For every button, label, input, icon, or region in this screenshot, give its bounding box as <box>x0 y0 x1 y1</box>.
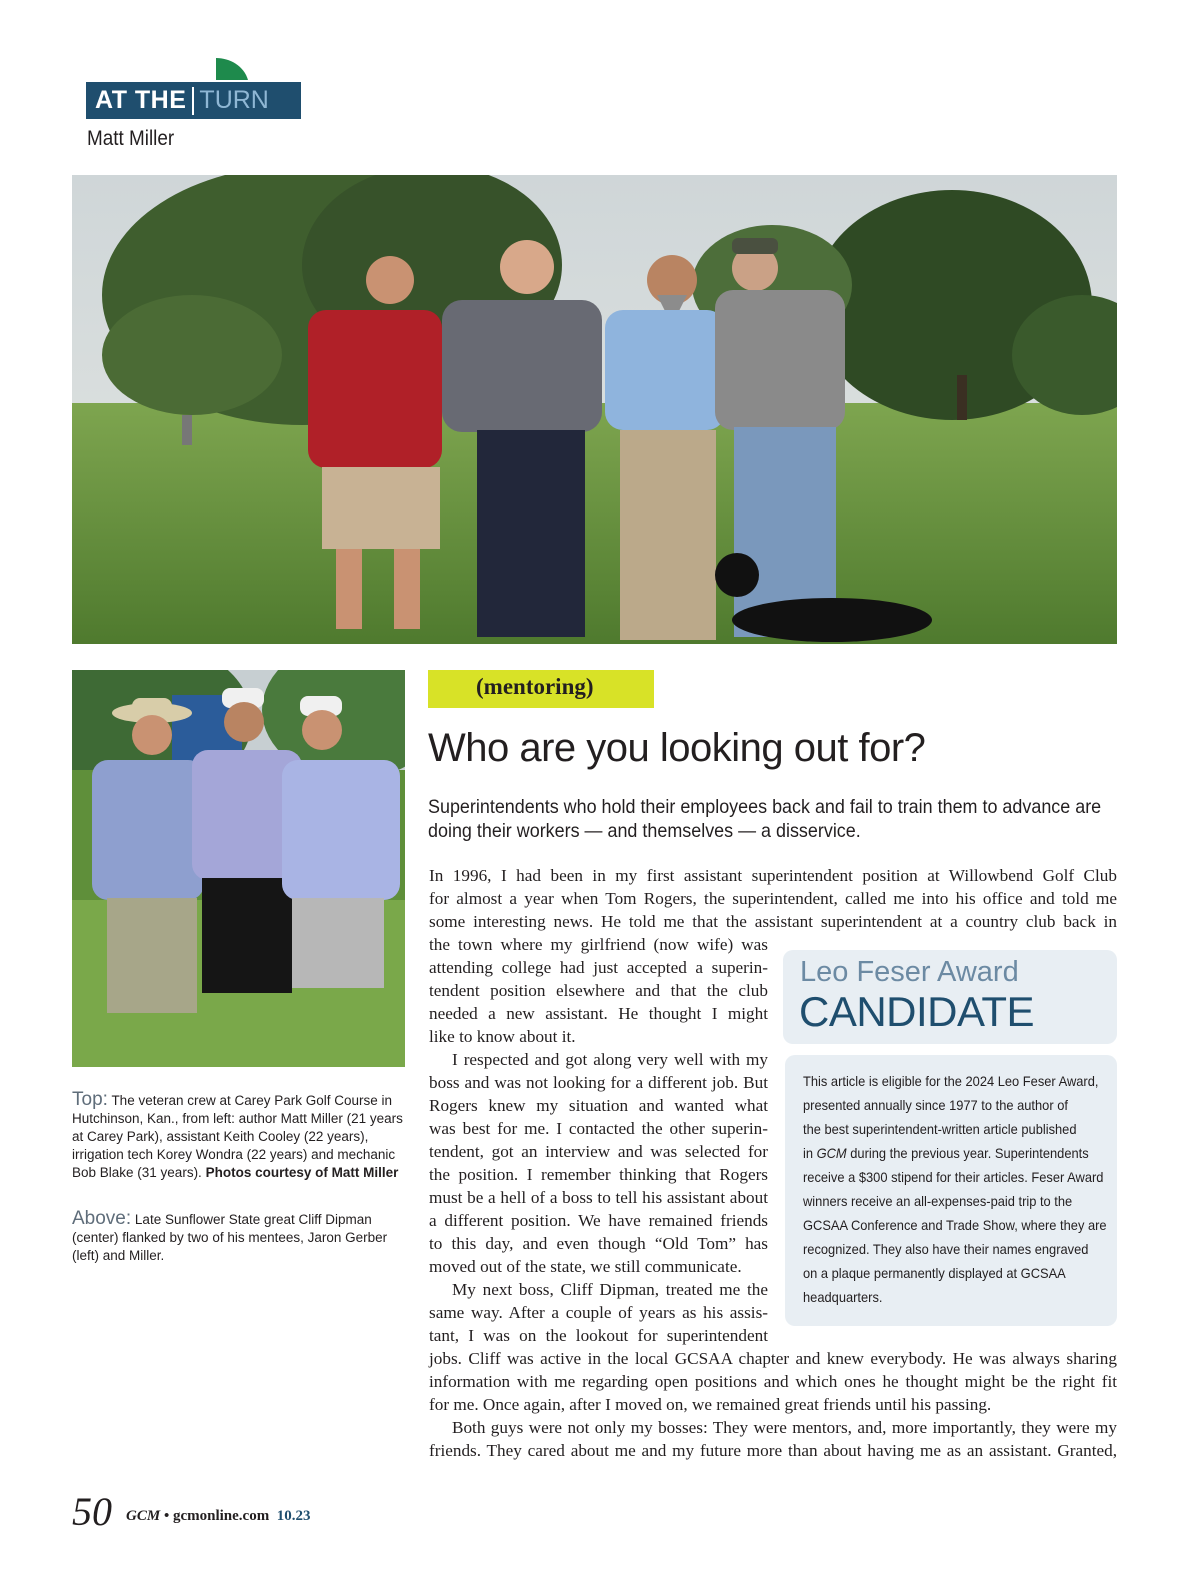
article-deck: Superintendents who hold their employees back and fail to train them to advance are doing their workers — and themselves — a disservice. <box>428 796 1102 842</box>
award-text-line-prefix: in <box>803 1145 817 1161</box>
photo-caption-above <box>72 1210 407 1265</box>
award-text-line: winners receive an all-expenses-paid trip to the <box>803 1193 1073 1209</box>
body-line: boss and was not looking for a different job. But <box>429 1073 768 1092</box>
top-photo <box>72 175 1117 644</box>
body-line: friends. They cared about me and my future more than about having me as an assistant. Granted, <box>429 1441 1117 1460</box>
body-line: needed a new assistant. He thought I might <box>429 1004 768 1023</box>
body-line: the town where my girlfriend (now wife) was <box>429 935 768 954</box>
body-line: Rogers knew my situation and wanted what <box>429 1096 768 1115</box>
body-line: for almost a year when Tom Rogers, the superintendent, called me into his office and told me <box>429 889 1117 908</box>
body-line: I respected and got along very well with my <box>452 1050 768 1069</box>
body-line: was best for me. I contacted the other superin- <box>429 1119 768 1138</box>
page-number: 50 <box>72 1489 112 1534</box>
body-line: tendent, got an interview and was selected for <box>429 1142 768 1161</box>
body-line: tendent position elsewhere and that the club <box>429 981 768 1000</box>
body-line: the position. I remember thinking that Rogers <box>429 1165 768 1184</box>
body-line: some interesting news. He told me that the assistant superintendent at a country club back in <box>429 912 1117 931</box>
column-title: AT THE <box>95 86 187 114</box>
caption-above-text: Late Sunflower State great Cliff Dipman (center) flanked by two of his mentees, Jaron Gerber (left) and Miller. <box>72 1212 388 1263</box>
award-text-line: the best superintendent-written article published <box>803 1121 1077 1137</box>
body-line: attending college had just accepted a superin- <box>429 958 768 977</box>
folio-separator: • <box>160 1508 173 1524</box>
award-text-line: recognized. They also have their names engraved <box>803 1241 1089 1257</box>
body-line: My next boss, Cliff Dipman, treated me the <box>452 1280 768 1299</box>
award-text-line: This article is eligible for the 2024 Leo Feser Award, <box>803 1073 1099 1089</box>
body-line: a different position. We have remained friends <box>429 1211 768 1230</box>
folio-magazine: GCM <box>126 1508 161 1524</box>
section-tag-label: (mentoring) <box>476 674 594 699</box>
award-text-line-rest: during the previous year. Superintendents <box>846 1145 1089 1161</box>
column-subtitle: TURN <box>199 86 269 114</box>
article-headline: Who are you looking out for? <box>428 726 926 770</box>
body-line: tant, I was on the lookout for superintendent <box>429 1326 768 1345</box>
caption-above-lead: Above: <box>72 1208 132 1229</box>
award-text-line: receive a $300 stipend for their articles. Feser Award <box>803 1169 1104 1185</box>
body-line: jobs. Cliff was active in the local GCSAA chapter and knew everybody. He was always sharing <box>429 1349 1117 1368</box>
body-line: moved out of the state, we still communicate. <box>429 1257 742 1276</box>
body-line: like to know about it. <box>429 1027 576 1046</box>
caption-top-text: The veteran crew at Carey Park Golf Course in Hutchinson, Kan., from left: author Matt Miller (21 years at Carey Park), assistant Keith Cooley (22 years), irrigation tech Korey Wondra (22 years) and mechanic Bob Blake (31 years). <box>72 1093 403 1180</box>
photo-credit: Photos courtesy of Matt Miller <box>205 1165 399 1180</box>
award-text-line: GCSAA Conference and Trade Show, where they are <box>803 1217 1107 1233</box>
award-text-line: headquarters. <box>803 1289 883 1305</box>
photo-caption-top <box>72 1091 407 1182</box>
body-line: In 1996, I had been in my first assistant superintendent position at Willowbend Golf Club <box>429 866 1117 885</box>
column-divider <box>192 87 194 115</box>
folio-issue: 10.23 <box>276 1508 311 1524</box>
body-line: for me. Once again, after I moved on, we remained great friends until his passing. <box>429 1395 992 1414</box>
award-callout-body <box>785 1055 1117 1326</box>
folio <box>126 1508 310 1525</box>
flag-icon <box>216 58 248 80</box>
award-text-line <box>803 1141 1088 1165</box>
body-line: to this day, and even though “Old Tom” has <box>429 1234 768 1253</box>
folio-site: gcmonline.com <box>172 1508 270 1524</box>
award-text-magazine: GCM <box>816 1145 847 1161</box>
award-name: Leo Feser Award <box>800 956 1019 988</box>
left-photo <box>72 670 405 1067</box>
column-banner <box>86 82 301 119</box>
body-line: same way. After a couple of years as his assis- <box>429 1303 768 1322</box>
award-text-line: on a plaque permanently displayed at GCSAA <box>803 1265 1066 1281</box>
body-line: Both guys were not only my bosses: They were mentors, and, more importantly, they were my <box>452 1418 1117 1437</box>
body-line: must be a hell of a boss to tell his assistant about <box>429 1188 768 1207</box>
body-line: information with me regarding open positions and which ones he thought might be the right fit <box>429 1372 1117 1391</box>
section-tag <box>428 670 654 708</box>
award-text-line: presented annually since 1977 to the author of <box>803 1097 1068 1113</box>
author-byline: Matt Miller <box>87 127 175 150</box>
award-candidate-label: CANDIDATE <box>799 988 1035 1035</box>
award-callout-title <box>783 950 1117 1044</box>
caption-top-lead: Top: <box>72 1089 108 1110</box>
